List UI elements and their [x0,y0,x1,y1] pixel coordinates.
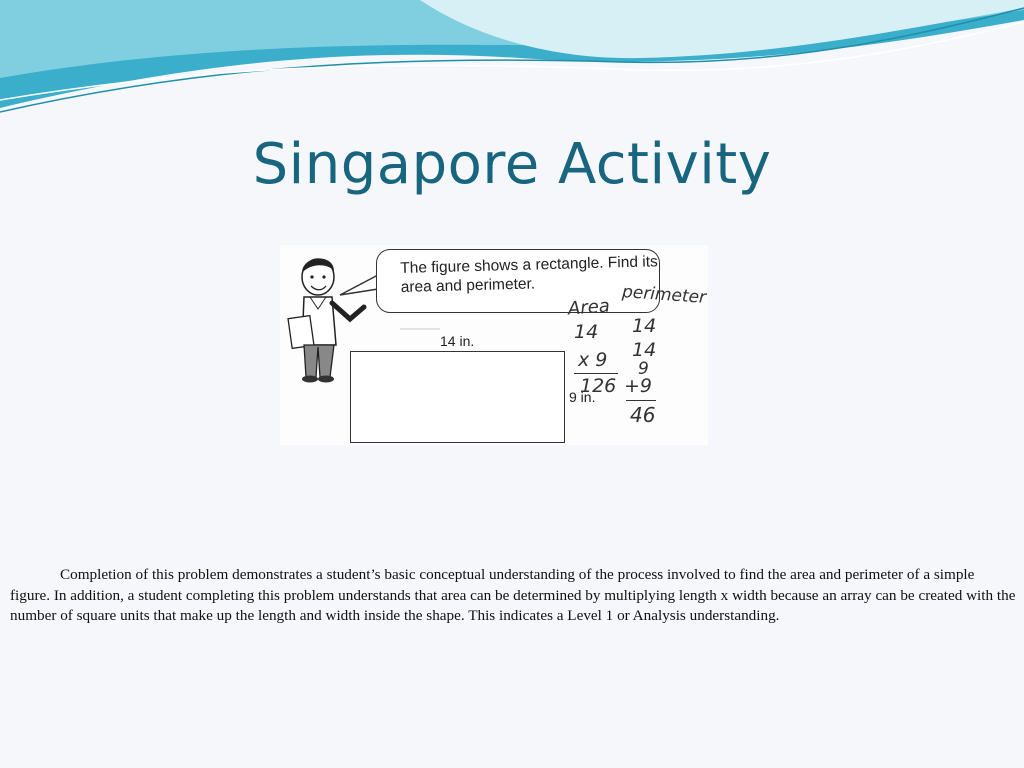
explanation-text: Completion of this problem demonstrates a student’s basic conceptual understanding of the process involved to find the area and perimeter of a simple figure. In addition, a student completing this problem understands that area can be determined by multiplying length x width because an array can be created with the number of square units that make up the length and width inside the shape. This indicates a Level 1 or Analysis understanding. [10,566,1016,624]
perimeter-work-line: +9 [624,375,653,397]
perimeter-work-line: 14 [632,339,657,361]
worksheet-figure [280,245,708,445]
explanation-paragraph [10,565,1018,627]
area-work-line: 14 [574,321,599,343]
header-wave-decoration [0,0,1024,120]
perimeter-work-rule [626,400,656,401]
width-label: 9 in. [569,389,596,405]
perimeter-work-line: 9 [638,359,649,379]
length-label: 14 in. [440,333,475,349]
area-work-line: x 9 [578,349,608,371]
handwritten-perimeter-label: perimeter [621,282,707,308]
slide-title: Singapore Activity [252,132,772,197]
speech-bubble-text: The figure shows a rectangle. Find its area and perimeter. [400,253,658,296]
perimeter-work-line: 14 [632,315,657,337]
area-work-line: 126 [580,375,617,397]
area-work-rule [574,373,618,374]
rectangle-shape [350,351,565,443]
perimeter-work-line: 46 [630,403,656,427]
handwritten-area-label: Area [567,295,611,320]
